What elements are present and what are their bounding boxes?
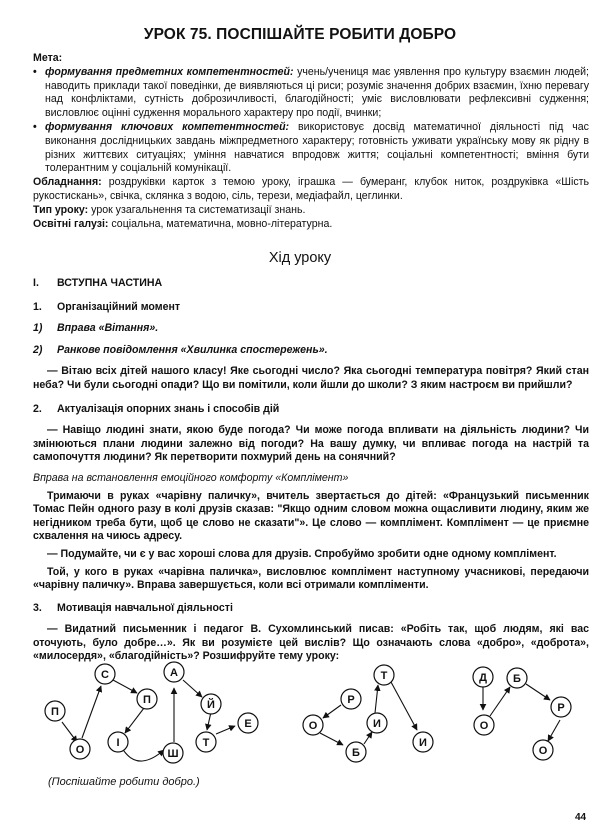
subsection-number: 3. xyxy=(33,601,42,614)
exercise-number: 2) xyxy=(33,343,43,356)
svg-text:Д: Д xyxy=(479,672,487,684)
puzzle-node xyxy=(137,689,157,709)
equipment-label: Обладнання: xyxy=(33,176,102,189)
puzzle-node xyxy=(374,665,394,685)
svg-text:И: И xyxy=(373,718,381,730)
puzzle-node xyxy=(95,664,115,684)
exercise-title: Ранкове повідомлення «Хвилинка спостережень». xyxy=(57,343,328,356)
puzzle-arrow xyxy=(113,680,137,693)
svg-text:Ш: Ш xyxy=(167,748,179,760)
puzzle-node xyxy=(533,740,553,760)
puzzle-node xyxy=(303,715,323,735)
paragraph-motivation: — Видатний письменник і педагог В. Сухомлинський писав: «Робіть так, щоб людям, які вас оточують, було добре…». Як ви розумієте цей вислів? Що означають слова «добро», «доброта», «милосердя», «благодійність»? Розшифруйте тему уроку: xyxy=(33,623,589,663)
section-number: I. xyxy=(33,277,39,289)
subsection-number: 1. xyxy=(33,300,42,313)
puzzle-arrow xyxy=(490,687,510,716)
puzzle-arrow xyxy=(183,680,202,697)
svg-text:П: П xyxy=(51,706,59,718)
puzzle-arrow xyxy=(216,726,235,734)
puzzle-answer-caption: (Поспішайте робити добро.) xyxy=(48,776,200,788)
bullet-icon: • xyxy=(33,120,37,133)
subsection-title: Організаційний момент xyxy=(57,300,181,313)
letter-puzzle-diagram xyxy=(30,650,595,770)
fields-label: Освітні галузі: xyxy=(33,217,109,230)
bullet2-term: формування ключових компетентностей: xyxy=(45,120,290,133)
subsection-heading-2 xyxy=(33,403,589,417)
svg-text:Т: Т xyxy=(202,737,210,749)
puzzle-node xyxy=(473,667,493,687)
meta-bullet-subject xyxy=(33,66,589,121)
paragraph-weather: — Навіщо людині знати, якою буде погода? Чи може погода впливати на діяльність людини? Чи змінюються плани людини залежно від погоди? На вашу думку, чи впливає погода на настрій та самопочуття людини? Як перетворити похмурий день на сонячний? xyxy=(33,424,589,464)
bullet2-text: використовує досвід математичної діяльності під час виконання дослідницьких завдань міжпредметного характеру; готовність уживати українську мову як рідну в різних життєвих ситуаціях; уміння навчатися впродовж життя; соціальні компетентності; вміння бути толерантним у соціальній комунікації. xyxy=(45,120,589,175)
paragraph-compliment-rules: Той, у кого в руках «чарівна паличка», висловлює комплімент наступному учасникові, передаючи «чарівну паличку». Вправа завершується, коли всі отримали компліменти. xyxy=(33,565,589,592)
puzzle-node xyxy=(108,732,128,752)
svg-text:Б: Б xyxy=(352,747,360,759)
puzzle-node xyxy=(507,668,527,688)
puzzle-arrow xyxy=(391,682,417,730)
svg-text:А: А xyxy=(170,667,178,679)
puzzle-node xyxy=(551,697,571,717)
subsection-heading-1 xyxy=(33,301,589,315)
subsection-heading-3 xyxy=(33,602,589,616)
svg-text:О: О xyxy=(308,720,318,732)
svg-text:Б: Б xyxy=(513,673,521,685)
svg-text:Р: Р xyxy=(347,694,355,706)
svg-text:Т: Т xyxy=(380,670,388,682)
paragraph-greeting: — Вітаю всіх дітей нашого класу! Яке сьогодні число? Яка сьогодні температура повітря? Який стан неба? Чи були сьогодні опади? Що ви помітили, коли йшли до школи? З яким настроєм ви прийшли? xyxy=(33,365,589,391)
svg-text:О: О xyxy=(538,745,548,757)
svg-text:Й: Й xyxy=(207,699,215,711)
fields-text: соціальна, математична, мовно-літературна. xyxy=(108,217,333,230)
equipment-text: роздруківки карток з темою уроку, іграшка — бумеранг, клубок ниток, роздруківка «Шість рукостискань», свічка, склянка з водою, сіль, терези, медіафайл, цеглинки. xyxy=(33,176,589,202)
puzzle-arrow xyxy=(62,722,77,742)
puzzle-node xyxy=(413,732,433,752)
puzzle-node xyxy=(164,662,184,682)
section-heading-1 xyxy=(33,277,589,291)
svg-text:Р: Р xyxy=(557,702,565,714)
exercise-number: 1) xyxy=(33,322,43,335)
meta-label: Мета: xyxy=(33,52,63,64)
puzzle-node xyxy=(346,742,366,762)
puzzle-node xyxy=(238,713,258,733)
puzzle-node xyxy=(341,689,361,709)
puzzle-arrow xyxy=(125,708,144,733)
lesson-progress-heading: Хід уроку xyxy=(268,250,332,266)
puzzle-node xyxy=(163,743,183,763)
subsection-title: Мотивація навчальної діяльності xyxy=(57,601,233,614)
lesson-type-text: урок узагальнення та систематизації знань. xyxy=(88,203,306,216)
puzzle-node xyxy=(70,739,90,759)
puzzle-node xyxy=(196,732,216,752)
puzzle-arrow xyxy=(375,685,378,713)
puzzle-arrow xyxy=(207,712,211,730)
svg-text:П: П xyxy=(143,694,151,706)
bullet1-term: формування предметних компетентностей: xyxy=(45,65,294,78)
puzzle-arrow xyxy=(364,732,372,744)
puzzle-node xyxy=(201,694,221,714)
puzzle-arrow xyxy=(526,684,550,700)
puzzle-node xyxy=(474,715,494,735)
page-number: 44 xyxy=(575,812,587,823)
letter-puzzle-svg xyxy=(30,650,595,770)
exercise-heading-2 xyxy=(33,344,589,358)
puzzle-arrow xyxy=(122,748,164,761)
svg-text:Е: Е xyxy=(244,718,252,730)
meta-bullet-key xyxy=(33,121,589,176)
exercise-compliment-title: Вправа на встановлення емоційного комфорту «Комплімент» xyxy=(33,471,349,484)
svg-text:О: О xyxy=(479,720,489,732)
bullet1-text: учень/учениця має уявлення про культуру взаємин людей; наводить приклади такої поведінки, де виявляються ці риси; розуміє значення добрих взаємин, їхню перевагу над конфліктами, сутність доброзичливості, благодійності; уміє висловлювати рефлексивні судження; висловлює оцінні судження морального характеру про події, вчинки; xyxy=(45,65,589,120)
subsection-title: Актуалізація опорних знань і способів дій xyxy=(57,402,280,415)
puzzle-arrow xyxy=(323,705,341,718)
fields-row xyxy=(33,218,589,232)
subsection-number: 2. xyxy=(33,402,42,415)
exercise-title: Вправа «Вітання». xyxy=(57,322,159,335)
svg-text:І: І xyxy=(116,737,120,749)
section-title: ВСТУПНА ЧАСТИНА xyxy=(57,277,163,289)
equipment-row xyxy=(33,176,589,204)
lesson-body xyxy=(33,277,589,664)
exercise-heading-1 xyxy=(33,322,589,336)
bullet-icon: • xyxy=(33,65,37,78)
svg-text:И: И xyxy=(419,737,427,749)
puzzle-arrow xyxy=(320,733,343,745)
svg-text:С: С xyxy=(101,669,109,681)
paragraph-compliment-intro: Тримаючи в руках «чарівну паличку», вчитель звертається до дітей: «Французький письменник Томас Пейн одного разу в колі друзів сказав: "Якщо одним словом можна ощасливити людину, яким же негідником треба бути, щоб це слово не сказати"». Це слово — комплімент. Комплімент — це приємне схвалення на чиюсь адресу. xyxy=(33,489,589,543)
svg-text:О: О xyxy=(75,744,85,756)
lesson-type-row xyxy=(33,204,589,218)
lesson-title: УРОК 75. ПОСПІШАЙТЕ РОБИТИ ДОБРО xyxy=(143,26,457,43)
puzzle-node xyxy=(45,701,65,721)
puzzle-node xyxy=(367,713,387,733)
paragraph-compliment-task: — Подумайте, чи є у вас хороші слова для друзів. Спробуймо зробити одне одному комплімент. xyxy=(47,547,557,560)
lesson-meta xyxy=(33,52,589,231)
puzzle-arrow xyxy=(82,686,101,738)
lesson-type-label: Тип уроку: xyxy=(33,203,89,216)
puzzle-arrow xyxy=(548,720,560,741)
